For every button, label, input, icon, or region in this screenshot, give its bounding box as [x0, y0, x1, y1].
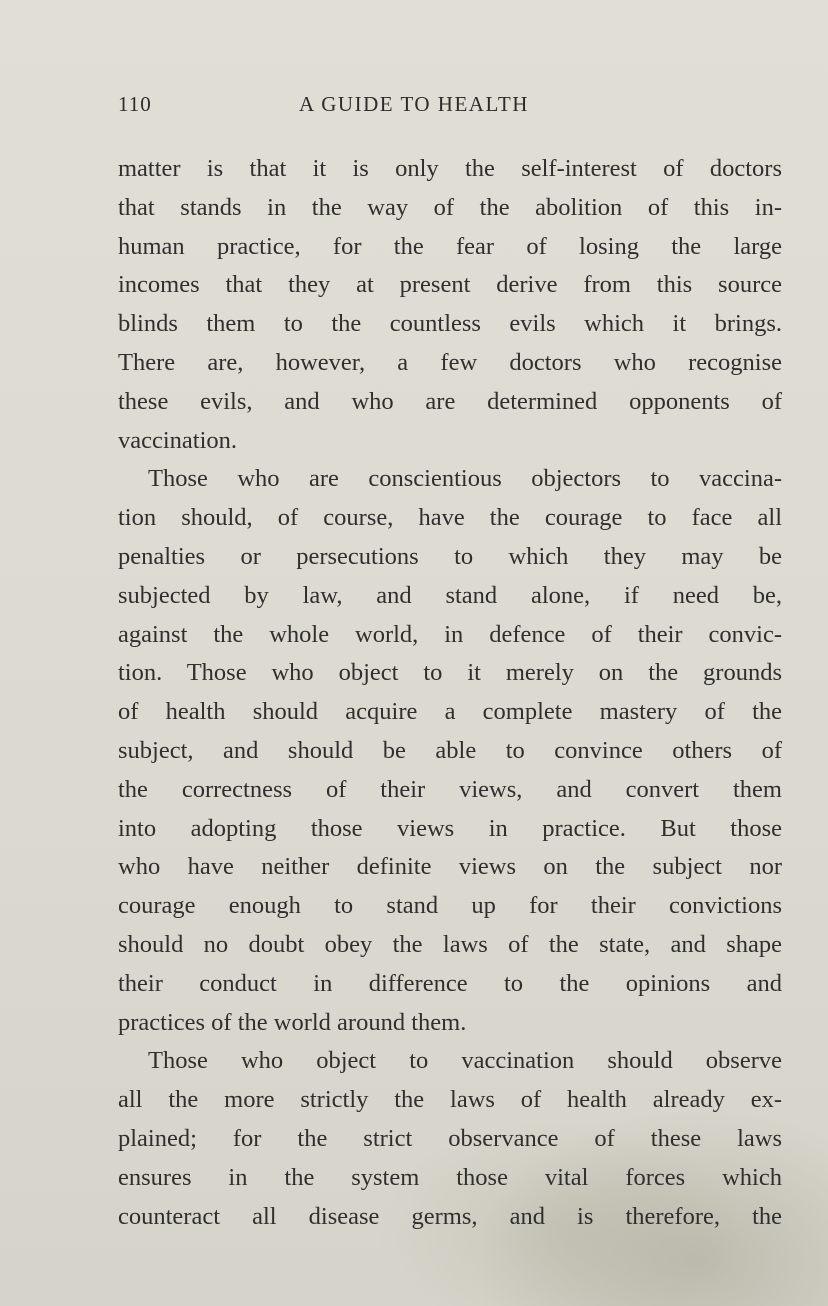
text-line: the correctness of their views, and convert them [118, 775, 782, 803]
text-line: subject, and should be able to convince others of [118, 736, 782, 764]
text-line: all the more strictly the laws of health already ex- [118, 1086, 782, 1114]
paragraph-3 [118, 1042, 782, 1236]
text-line: Those who are conscientious objectors to vaccina- [148, 465, 782, 493]
text-line: of health should acquire a complete mastery of the [118, 698, 782, 726]
text-line: plained; for the strict observance of these laws [118, 1124, 782, 1152]
text-line: incomes that they at present derive from this source [118, 271, 782, 299]
running-title: A GUIDE TO HEALTH [299, 92, 529, 116]
paragraph-1 [118, 150, 782, 460]
text-line: subjected by law, and stand alone, if need be, [118, 581, 782, 609]
text-line: tion. Those who object to it merely on the grounds [118, 659, 782, 687]
text-line: blinds them to the countless evils which it brings. [118, 310, 782, 338]
text-line: There are, however, a few doctors who recognise [118, 348, 782, 376]
text-line: vaccination. [118, 426, 238, 454]
text-line: Those who object to vaccination should observe [148, 1047, 782, 1075]
text-line: into adopting those views in practice. But those [118, 814, 782, 842]
page-number: 110 [118, 92, 152, 116]
text-line: tion should, of course, have the courage to face all [118, 504, 782, 532]
text-line: that stands in the way of the abolition of this in- [118, 193, 782, 221]
text-line: ensures in the system those vital forces which [118, 1163, 782, 1191]
text-line: matter is that it is only the self-interest of doctors [118, 155, 782, 182]
text-line: counteract all disease germs, and is therefore, the [118, 1202, 782, 1230]
text-line: who have neither definite views on the subject nor [118, 853, 782, 881]
text-line: against the whole world, in defence of their convic- [118, 620, 782, 648]
paragraph-2 [118, 460, 782, 1042]
running-head [118, 92, 782, 124]
text-line: penalties or persecutions to which they may be [118, 542, 782, 570]
text-line: their conduct in difference to the opinions and [118, 969, 782, 997]
text-line: should no doubt obey the laws of the state, and shape [118, 930, 782, 958]
text-line: human practice, for the fear of losing the large [118, 232, 782, 260]
body-text [118, 150, 782, 1236]
text-line: these evils, and who are determined opponents of [118, 387, 782, 415]
text-line: practices of the world around them. [118, 1008, 467, 1036]
text-line: courage enough to stand up for their convictions [118, 892, 782, 920]
